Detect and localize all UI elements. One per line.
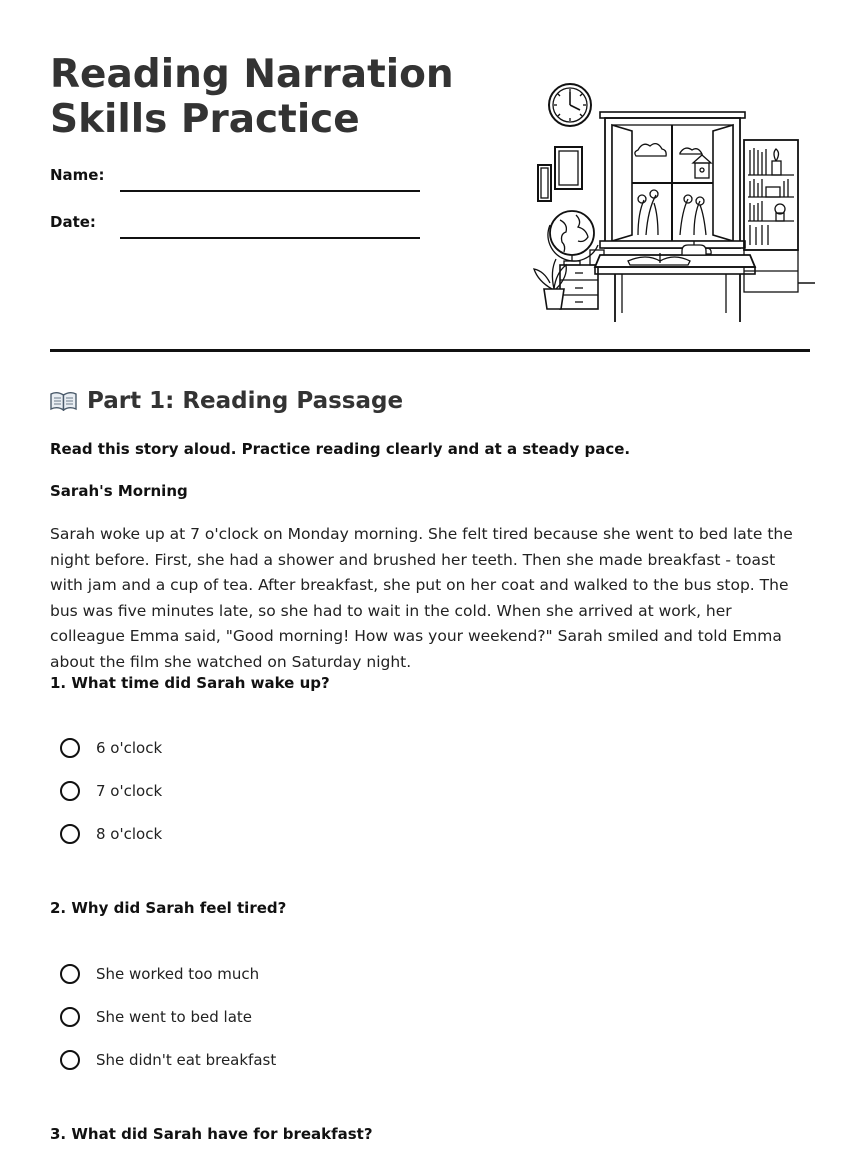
date-label: Date: bbox=[50, 213, 96, 231]
name-line[interactable] bbox=[120, 190, 420, 192]
q1-option-3[interactable] bbox=[60, 824, 162, 844]
radio-circle-icon[interactable] bbox=[60, 1050, 80, 1070]
desk-icon bbox=[595, 241, 755, 322]
q1-option-1[interactable] bbox=[60, 738, 162, 758]
room-illustration-icon bbox=[530, 75, 820, 330]
option-label: She didn't eat breakfast bbox=[96, 1051, 277, 1069]
cabinet-icon bbox=[560, 250, 604, 309]
name-field[interactable] bbox=[50, 166, 420, 184]
part1-heading bbox=[50, 388, 403, 414]
option-label: She went to bed late bbox=[96, 1008, 253, 1026]
option-label: She worked too much bbox=[96, 965, 260, 983]
radio-circle-icon[interactable] bbox=[60, 1007, 80, 1027]
radio-circle-icon[interactable] bbox=[60, 781, 80, 801]
open-book-icon bbox=[50, 391, 77, 411]
option-label: 7 o'clock bbox=[96, 782, 163, 800]
q2-option-1[interactable] bbox=[60, 964, 259, 984]
clock-icon bbox=[549, 84, 591, 126]
plant-icon bbox=[534, 259, 566, 309]
question-2: 2. Why did Sarah feel tired? bbox=[50, 899, 287, 917]
date-field[interactable] bbox=[50, 213, 420, 231]
name-label: Name: bbox=[50, 166, 105, 184]
option-label: 8 o'clock bbox=[96, 825, 163, 843]
page-title: Reading Narration Skills Practice bbox=[50, 52, 454, 142]
story-title: Sarah's Morning bbox=[50, 482, 188, 500]
radio-circle-icon[interactable] bbox=[60, 824, 80, 844]
radio-circle-icon[interactable] bbox=[60, 738, 80, 758]
window-icon bbox=[600, 112, 745, 248]
picture-frame-icon bbox=[538, 147, 582, 201]
instructions: Read this story aloud. Practice reading clearly and at a steady pace. bbox=[50, 440, 631, 458]
date-line[interactable] bbox=[120, 237, 420, 239]
radio-circle-icon[interactable] bbox=[60, 964, 80, 984]
question-3: 3. What did Sarah have for breakfast? bbox=[50, 1125, 373, 1143]
header-divider bbox=[50, 349, 810, 352]
option-label: 6 o'clock bbox=[96, 739, 163, 757]
story-passage: Sarah woke up at 7 o'clock on Monday morning. She felt tired because she went to bed late the night before. First, she had a shower and brushed her teeth. Then she made breakfast - toast with jam and a cup of tea. After breakfast, she put on her coat and walked to the bus stop. The bus was five minutes late, so she had to wait in the cold. When she arrived at work, her colleague Emma said, "Good morning! How was your weekend?" Sarah smiled and told Emma about the film she watched on Saturday night. bbox=[50, 525, 793, 671]
q2-option-2[interactable] bbox=[60, 1007, 252, 1027]
part1-heading-text: Part 1: Reading Passage bbox=[87, 388, 404, 414]
q2-option-3[interactable] bbox=[60, 1050, 276, 1070]
question-1: 1. What time did Sarah wake up? bbox=[50, 674, 330, 692]
q1-option-2[interactable] bbox=[60, 781, 162, 801]
